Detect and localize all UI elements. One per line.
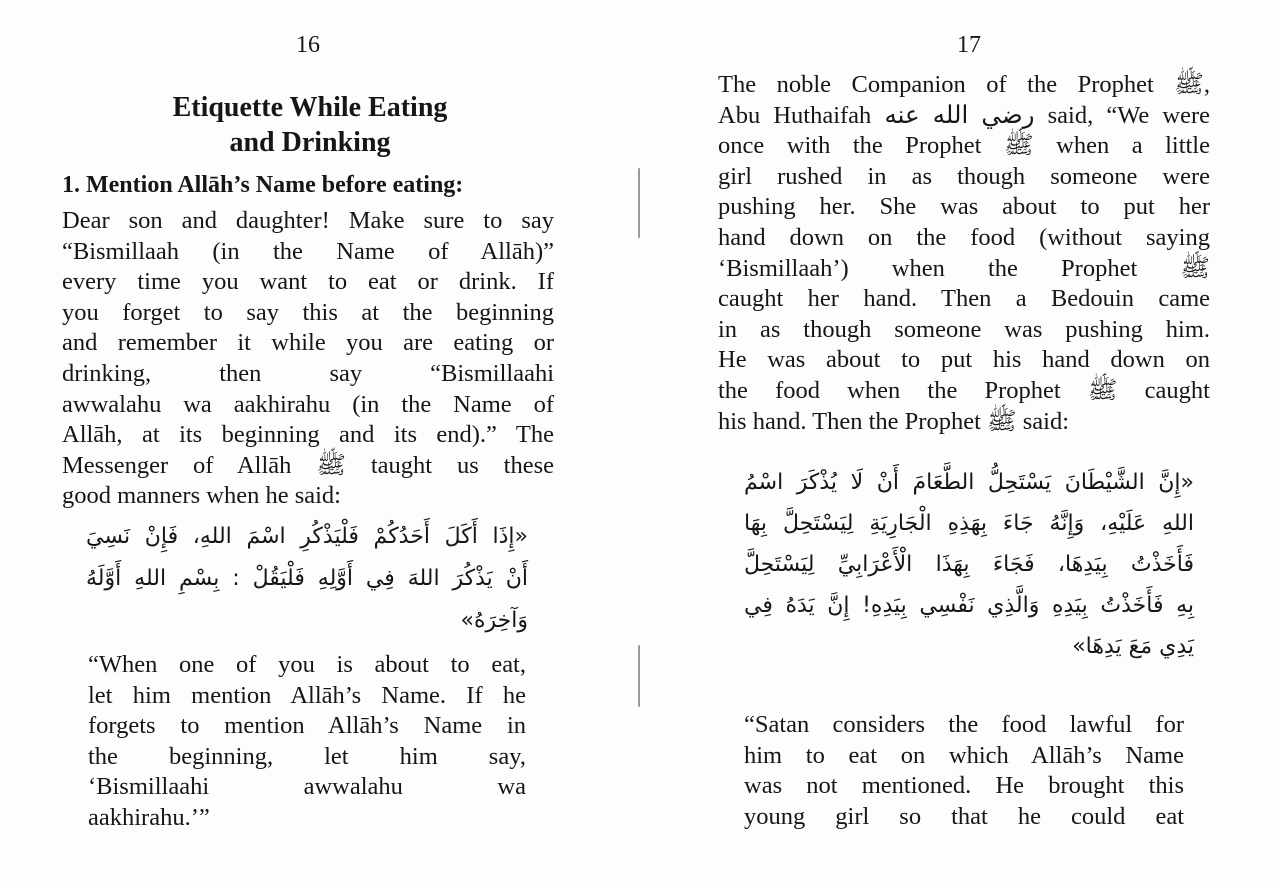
title-line: and Drinking	[229, 127, 391, 158]
text-line: his hand. Then the Prophet ﷺ said:	[718, 407, 1070, 435]
arabic-line: يَدِي مَعَ يَدِهَا»	[1072, 634, 1194, 659]
arabic-hadith	[744, 462, 1194, 667]
text-line: forgets to mention Allāh’s Name in	[88, 712, 526, 740]
arabic-line: فَأَخَذْتُ بِيَدِهَا، فَجَاءَ بِهَذَا الْأَعْرَابِيِّ لِيَسْتَحِلَّ	[744, 552, 1194, 577]
binding-staple-mark	[638, 168, 640, 238]
arabic-line: اللهِ عَلَيْهِ، وَإِنَّهُ جَاءَ بِهَذِهِ الْجَارِيَةِ لِيَسْتَحِلَّ بِهَا	[744, 511, 1194, 536]
arabic-hadith	[86, 516, 528, 642]
text-line: hand down on the food (without saying	[718, 223, 1210, 251]
text-line: ‘Bismillaahi awwalahu wa	[88, 773, 526, 801]
arabic-line: بِهِ فَأَخَذْتُ بِيَدِهِ وَالَّذِي نَفْسِي بِيَدِهِ! إِنَّ يَدَهُ فِي	[744, 593, 1194, 618]
hadith-translation	[88, 650, 526, 834]
text-line: awwalahu wa aakhirahu (in the Name of	[62, 390, 554, 418]
text-line: “Satan considers the food lawful for	[744, 711, 1184, 738]
title-line: Etiquette While Eating	[172, 92, 448, 123]
text-line: him to eat on which Allāh’s Name	[744, 741, 1184, 769]
text-line: Dear son and daughter! Make sure to say	[62, 207, 554, 234]
text-line: Messenger of Allāh ﷺ taught us these	[62, 451, 554, 479]
page-number: 16	[296, 32, 320, 58]
text-line: “Bismillaah (in the Name of Allāh)”	[62, 237, 554, 265]
body-paragraph	[62, 206, 554, 512]
text-line: caught her hand. Then a Bedouin came	[718, 285, 1210, 313]
page-number: 17	[957, 32, 981, 58]
text-line: Abu Huthaifah رضي الله عنه said, “We were	[718, 101, 1210, 129]
text-line: The noble Companion of the Prophet ﷺ,	[718, 71, 1210, 98]
text-line: let him mention Allāh’s Name. If he	[88, 681, 526, 709]
text-line: young girl so that he could eat	[744, 802, 1184, 830]
body-paragraph	[718, 70, 1210, 437]
text-line: pushing her. She was about to put her	[718, 193, 1210, 221]
text-line: drinking, then say “Bismillaahi	[62, 359, 554, 387]
text-line: good manners when he said:	[62, 482, 341, 510]
text-line: in as though someone was pushing him.	[718, 315, 1210, 343]
text-line: the beginning, let him say,	[88, 742, 526, 770]
arabic-line: وَآخِرَهُ»	[460, 608, 528, 633]
text-line: once with the Prophet ﷺ when a little	[718, 132, 1210, 160]
text-line: aakhirahu.’”	[88, 803, 210, 831]
hadith-translation	[744, 710, 1184, 832]
section-heading: 1. Mention Allāh’s Name before eating:	[62, 172, 464, 198]
right-page	[660, 0, 1280, 887]
arabic-line: «إِذَا أَكَلَ أَحَدُكُمْ فَلْيَذْكُرِ اسْمَ اللهِ، فَإِنْ نَسِيَ	[86, 524, 528, 549]
text-line: “When one of you is about to eat,	[88, 651, 526, 678]
text-line: girl rushed in as though someone were	[718, 162, 1210, 190]
text-line: ‘Bismillaah’) when the Prophet ﷺ	[718, 254, 1210, 282]
text-line: and remember it while you are eating or	[62, 329, 554, 357]
text-line: the food when the Prophet ﷺ caught	[718, 376, 1210, 404]
left-page	[0, 0, 620, 887]
text-line: you forget to say this at the beginning	[62, 298, 554, 326]
text-line: He was about to put his hand down on	[718, 346, 1210, 374]
text-line: was not mentioned. He brought this	[744, 772, 1184, 800]
arabic-line: أَنْ يَذْكُرَ اللهَ فِي أَوَّلِهِ فَلْيَقُلْ : بِسْمِ اللهِ أَوَّلَهُ	[86, 566, 528, 591]
text-line: Allāh, at its beginning and its end).” The	[62, 421, 554, 449]
text-line: every time you want to eat or drink. If	[62, 268, 554, 296]
arabic-line: «إِنَّ الشَّيْطَانَ يَسْتَحِلُّ الطَّعَامَ أَنْ لَا يُذْكَرَ اسْمُ	[744, 470, 1194, 495]
chapter-title	[60, 90, 560, 160]
binding-staple-mark	[638, 645, 640, 707]
